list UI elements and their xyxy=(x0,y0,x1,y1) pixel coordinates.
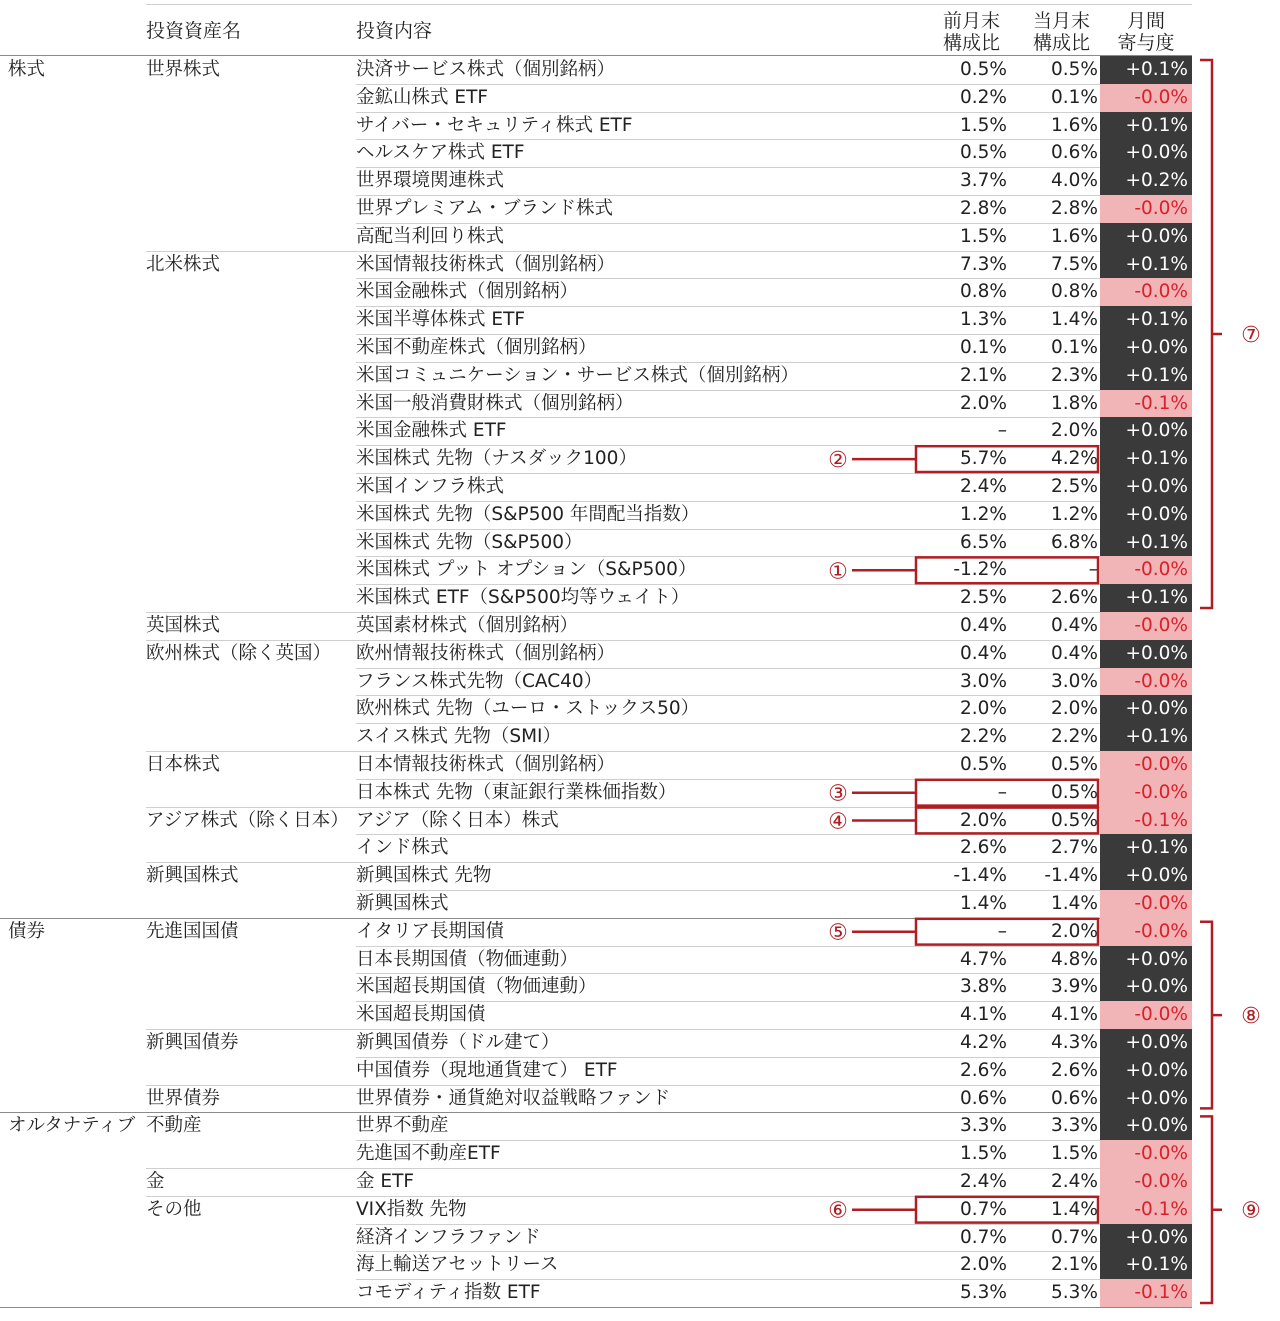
curr-ratio-cell: 2.2% xyxy=(1051,726,1098,748)
prev-ratio-cell: 5.7% xyxy=(960,448,1007,470)
investment-name-cell: 新興国債券（ドル建て） xyxy=(356,1032,560,1053)
contribution-cell: -0.0% xyxy=(1100,1001,1192,1029)
investment-name-cell: フランス株式先物（CAC40） xyxy=(356,670,603,692)
prev-ratio-cell: 1.3% xyxy=(960,309,1007,331)
prev-ratio-cell: – xyxy=(997,920,1007,942)
prev-ratio-cell: 1.4% xyxy=(960,893,1007,914)
curr-ratio-cell: 2.0% xyxy=(1051,420,1098,442)
investment-name-cell: コモディティ指数 ETF xyxy=(356,1282,541,1304)
prev-ratio-cell: 0.5% xyxy=(960,59,1007,80)
header-contrib-line1: 月間 xyxy=(1126,10,1165,32)
contribution-cell: -0.0% xyxy=(1100,556,1192,584)
highlight-box xyxy=(916,446,1098,472)
subcategory-cell: 不動産 xyxy=(146,1115,202,1137)
header-asset-name: 投資資産名 xyxy=(146,20,242,42)
curr-ratio-cell: 0.1% xyxy=(1051,86,1098,108)
curr-ratio-cell: 2.3% xyxy=(1051,364,1098,386)
callout-number: ④ xyxy=(828,809,848,835)
investment-name-cell: 欧州情報技術株式（個別銘柄） xyxy=(356,642,616,664)
curr-ratio-cell: 1.6% xyxy=(1051,114,1098,136)
curr-ratio-cell: 4.1% xyxy=(1051,1004,1098,1026)
contribution-cell: +0.0% xyxy=(1100,473,1192,501)
callout-number: ③ xyxy=(828,781,848,807)
contribution-cell: +0.0% xyxy=(1100,640,1192,668)
contribution-cell: -0.0% xyxy=(1100,195,1192,223)
investment-name-cell: 世界債券・通貨絶対収益戦略ファンド xyxy=(356,1087,671,1109)
prev-ratio-cell: 2.6% xyxy=(960,837,1007,859)
prev-ratio-cell: 2.0% xyxy=(960,809,1007,831)
contribution-cell: -0.1% xyxy=(1100,807,1192,835)
prev-ratio-cell: 2.4% xyxy=(960,476,1007,497)
contribution-cell: +0.1% xyxy=(1100,56,1192,84)
highlight-box xyxy=(916,919,1098,945)
curr-ratio-cell: 0.7% xyxy=(1051,1226,1098,1248)
prev-ratio-cell: – xyxy=(997,420,1007,442)
contribution-cell: +0.1% xyxy=(1100,112,1192,140)
curr-ratio-cell: 1.2% xyxy=(1051,503,1098,525)
curr-ratio-cell: 0.5% xyxy=(1051,59,1098,80)
investment-name-cell: 日本株式 先物（東証銀行業株価指数） xyxy=(356,781,677,803)
contribution-cell: +0.0% xyxy=(1100,1029,1192,1057)
contribution-cell: -0.0% xyxy=(1100,1168,1192,1196)
contribution-cell: +0.0% xyxy=(1100,973,1192,1001)
prev-ratio-cell: 1.2% xyxy=(960,503,1007,525)
curr-ratio-cell: 0.5% xyxy=(1051,781,1098,803)
contribution-cell: -0.0% xyxy=(1100,918,1192,946)
highlight-box xyxy=(916,1197,1098,1223)
category-cell: 株式 xyxy=(8,59,46,80)
investment-name-cell: アジア（除く日本）株式 xyxy=(356,809,559,831)
subcategory-cell: 先進国国債 xyxy=(146,920,239,942)
curr-ratio-cell: 1.4% xyxy=(1051,893,1098,914)
contribution-cell: +0.0% xyxy=(1100,862,1192,890)
contribution-cell: +0.1% xyxy=(1100,723,1192,751)
investment-name-cell: 海上輸送アセットリース xyxy=(356,1254,559,1276)
investment-name-cell: 米国情報技術株式（個別銘柄） xyxy=(356,253,616,275)
investment-name-cell: 米国コミュニケーション・サービス株式（個別銘柄） xyxy=(356,364,799,386)
callout-number: ① xyxy=(828,559,848,585)
contribution-cell: +0.1% xyxy=(1100,529,1192,557)
curr-ratio-cell: 2.1% xyxy=(1051,1254,1098,1276)
investment-name-cell: 世界環境関連株式 xyxy=(356,170,505,192)
callout-number: ⑤ xyxy=(828,920,848,946)
category-cell: オルタナティブ xyxy=(8,1115,136,1137)
curr-ratio-cell: 6.8% xyxy=(1051,531,1098,553)
group-bracket xyxy=(1200,922,1222,1109)
investment-name-cell: 金鉱山株式 ETF xyxy=(356,86,489,108)
investment-name-cell: 米国超長期国債 xyxy=(356,1004,486,1026)
contribution-cell: +0.0% xyxy=(1100,417,1192,445)
prev-ratio-cell: 0.5% xyxy=(960,142,1007,164)
header-prev-line1: 前月末 xyxy=(942,10,1000,32)
contribution-cell: +0.0% xyxy=(1100,334,1192,362)
investment-name-cell: 米国一般消費財株式（個別銘柄） xyxy=(356,392,634,414)
prev-ratio-cell: 3.8% xyxy=(960,976,1007,998)
curr-ratio-cell: 1.4% xyxy=(1051,1198,1098,1220)
investment-name-cell: 日本長期国債（物価連動） xyxy=(356,948,579,970)
contribution-cell: +0.0% xyxy=(1100,139,1192,167)
prev-ratio-cell: 4.2% xyxy=(960,1032,1007,1053)
investment-name-cell: 新興国株式 xyxy=(356,893,449,914)
prev-ratio-cell: 0.1% xyxy=(960,337,1007,358)
prev-ratio-cell: 0.7% xyxy=(960,1226,1007,1248)
curr-ratio-cell: 3.9% xyxy=(1051,976,1098,998)
contribution-cell: +0.0% xyxy=(1100,1224,1192,1252)
contribution-cell: -0.0% xyxy=(1100,1140,1192,1168)
contribution-cell: -0.0% xyxy=(1100,779,1192,807)
group-bracket xyxy=(1200,60,1222,608)
prev-ratio-cell: 4.1% xyxy=(960,1004,1007,1026)
header-curr-line2: 構成比 xyxy=(1032,32,1090,54)
investment-name-cell: 新興国株式 先物 xyxy=(356,865,492,887)
curr-ratio-cell: 0.4% xyxy=(1051,615,1098,636)
investment-name-cell: 米国インフラ株式 xyxy=(356,476,505,497)
investment-name-cell: 英国素材株式（個別銘柄） xyxy=(356,615,579,636)
prev-ratio-cell: 0.5% xyxy=(960,754,1007,775)
contribution-cell: -0.0% xyxy=(1100,278,1192,306)
contribution-cell: -0.1% xyxy=(1100,1279,1192,1307)
prev-ratio-cell: 7.3% xyxy=(960,253,1007,275)
contribution-cell: -0.0% xyxy=(1100,668,1192,696)
prev-ratio-cell: 4.7% xyxy=(960,948,1007,970)
curr-ratio-cell: 2.5% xyxy=(1051,476,1098,497)
curr-ratio-cell: 1.4% xyxy=(1051,309,1098,331)
investment-name-cell: 欧州株式 先物（ユーロ・ストックス50） xyxy=(356,698,700,720)
highlight-box xyxy=(916,808,1098,834)
prev-ratio-cell: 0.6% xyxy=(960,1087,1007,1109)
prev-ratio-cell: 2.6% xyxy=(960,1059,1007,1081)
contribution-cell: +0.1% xyxy=(1100,306,1192,334)
investment-name-cell: 米国株式 先物（S&P500） xyxy=(356,531,583,553)
prev-ratio-cell: 2.8% xyxy=(960,198,1007,219)
investment-name-cell: 高配当利回り株式 xyxy=(356,225,505,247)
header-curr-line1: 当月末 xyxy=(1032,10,1090,32)
contribution-cell: +0.0% xyxy=(1100,946,1192,974)
contribution-cell: -0.0% xyxy=(1100,751,1192,779)
prev-ratio-cell: -1.2% xyxy=(953,559,1007,581)
bracket-number: ⑨ xyxy=(1241,1198,1261,1224)
category-cell: 債券 xyxy=(8,920,46,942)
investment-name-cell: 世界不動産 xyxy=(356,1115,449,1137)
investment-name-cell: 米国株式 プット オプション（S&P500） xyxy=(356,559,697,581)
investment-name-cell: 米国半導体株式 ETF xyxy=(356,309,526,331)
prev-ratio-cell: -1.4% xyxy=(953,865,1007,887)
contribution-cell: +0.0% xyxy=(1100,1085,1192,1113)
curr-ratio-cell: 0.4% xyxy=(1051,642,1098,664)
curr-ratio-cell: 5.3% xyxy=(1051,1282,1098,1304)
contribution-cell: +0.1% xyxy=(1100,584,1192,612)
curr-ratio-cell: 2.6% xyxy=(1051,587,1098,609)
prev-ratio-cell: 1.5% xyxy=(960,114,1007,136)
contribution-cell: -0.1% xyxy=(1100,390,1192,418)
subcategory-cell: 英国株式 xyxy=(146,615,221,636)
curr-ratio-cell: 2.7% xyxy=(1051,837,1098,859)
callout-number: ⑥ xyxy=(828,1198,848,1224)
prev-ratio-cell: 0.4% xyxy=(960,642,1007,664)
subcategory-cell: 新興国株式 xyxy=(146,865,239,887)
contribution-cell: +0.1% xyxy=(1100,251,1192,279)
investment-name-cell: 先進国不動産ETF xyxy=(356,1143,501,1165)
investment-name-cell: 金 ETF xyxy=(356,1171,415,1192)
prev-ratio-cell: 2.2% xyxy=(960,726,1007,748)
investment-name-cell: イタリア長期国債 xyxy=(356,920,505,942)
prev-ratio-cell: 0.4% xyxy=(960,615,1007,636)
header-prev-line2: 構成比 xyxy=(942,32,1000,54)
prev-ratio-cell: 0.8% xyxy=(960,281,1007,303)
investment-name-cell: 米国金融株式（個別銘柄） xyxy=(356,281,579,303)
investment-name-cell: 日本情報技術株式（個別銘柄） xyxy=(356,754,616,775)
prev-ratio-cell: – xyxy=(997,781,1007,803)
prev-ratio-cell: 5.3% xyxy=(960,1282,1007,1304)
prev-ratio-cell: 3.7% xyxy=(960,170,1007,192)
contribution-cell: -0.1% xyxy=(1100,1196,1192,1224)
prev-ratio-cell: 0.2% xyxy=(960,86,1007,108)
contribution-cell: +0.1% xyxy=(1100,445,1192,473)
investment-name-cell: スイス株式 先物（SMI） xyxy=(356,726,561,748)
investment-name-cell: ヘルスケア株式 ETF xyxy=(356,142,525,164)
contribution-cell: +0.2% xyxy=(1100,167,1192,195)
curr-ratio-cell: 0.8% xyxy=(1051,281,1098,303)
curr-ratio-cell: 2.4% xyxy=(1051,1171,1098,1192)
investment-name-cell: 世界プレミアム・ブランド株式 xyxy=(356,198,613,219)
curr-ratio-cell: 2.0% xyxy=(1051,920,1098,942)
group-bracket xyxy=(1200,1116,1222,1303)
curr-ratio-cell: 0.5% xyxy=(1051,809,1098,831)
subcategory-cell: アジア株式（除く日本） xyxy=(146,809,349,831)
subcategory-cell: 欧州株式（除く英国） xyxy=(146,642,332,664)
investment-name-cell: 米国株式 先物（ナスダック100） xyxy=(356,448,637,470)
contribution-cell: -0.0% xyxy=(1100,612,1192,640)
prev-ratio-cell: 1.5% xyxy=(960,1143,1007,1165)
subcategory-cell: 日本株式 xyxy=(146,754,221,775)
investment-name-cell: 中国債券（現地通貨建て） ETF xyxy=(356,1059,618,1081)
subcategory-cell: その他 xyxy=(146,1198,202,1220)
curr-ratio-cell: 4.3% xyxy=(1051,1032,1098,1053)
subcategory-cell: 新興国債券 xyxy=(146,1032,239,1053)
highlight-box xyxy=(916,557,1098,583)
callout-number: ② xyxy=(828,448,848,474)
subcategory-cell: 世界株式 xyxy=(146,59,221,80)
curr-ratio-cell: 1.8% xyxy=(1051,392,1098,414)
prev-ratio-cell: 2.5% xyxy=(960,587,1007,609)
contribution-cell: +0.0% xyxy=(1100,1057,1192,1085)
contribution-cell: +0.0% xyxy=(1100,695,1192,723)
curr-ratio-cell: 0.6% xyxy=(1051,1087,1098,1109)
curr-ratio-cell: -1.4% xyxy=(1044,865,1098,887)
curr-ratio-cell: 3.0% xyxy=(1051,670,1098,692)
prev-ratio-cell: 3.0% xyxy=(960,670,1007,692)
investment-name-cell: 米国超長期国債（物価連動） xyxy=(356,976,597,998)
header-content: 投資内容 xyxy=(356,20,433,42)
curr-ratio-cell: 7.5% xyxy=(1051,253,1098,275)
curr-ratio-cell: 3.3% xyxy=(1051,1115,1098,1137)
investment-name-cell: 決済サービス株式（個別銘柄） xyxy=(356,59,616,80)
investment-name-cell: 経済インフラファンド xyxy=(356,1226,541,1248)
prev-ratio-cell: 2.4% xyxy=(960,1171,1007,1192)
curr-ratio-cell: 0.6% xyxy=(1051,142,1098,164)
subcategory-cell: 金 xyxy=(146,1171,165,1192)
subcategory-cell: 北米株式 xyxy=(146,253,221,275)
investment-name-cell: 米国株式 先物（S&P500 年間配当指数） xyxy=(356,503,700,525)
curr-ratio-cell: 4.0% xyxy=(1051,170,1098,192)
bracket-number: ⑧ xyxy=(1241,1004,1261,1030)
curr-ratio-cell: 1.6% xyxy=(1051,225,1098,247)
curr-ratio-cell: 2.8% xyxy=(1051,198,1098,219)
prev-ratio-cell: 1.5% xyxy=(960,225,1007,247)
header-contrib-line2: 寄与度 xyxy=(1117,32,1175,54)
prev-ratio-cell: 3.3% xyxy=(960,1115,1007,1137)
contribution-cell: -0.0% xyxy=(1100,890,1192,918)
contribution-cell: +0.1% xyxy=(1100,362,1192,390)
contribution-cell: -0.0% xyxy=(1100,84,1192,112)
prev-ratio-cell: 2.0% xyxy=(960,392,1007,414)
contribution-cell: +0.1% xyxy=(1100,1251,1192,1279)
prev-ratio-cell: 0.7% xyxy=(960,1198,1007,1220)
investment-name-cell: 米国不動産株式（個別銘柄） xyxy=(356,337,597,358)
investment-name-cell: サイバー・セキュリティ株式 ETF xyxy=(356,114,633,136)
curr-ratio-cell: 2.0% xyxy=(1051,698,1098,720)
subcategory-cell: 世界債券 xyxy=(146,1087,221,1109)
curr-ratio-cell: 0.5% xyxy=(1051,754,1098,775)
prev-ratio-cell: 6.5% xyxy=(960,531,1007,553)
prev-ratio-cell: 2.1% xyxy=(960,364,1007,386)
contribution-cell: +0.0% xyxy=(1100,501,1192,529)
contribution-cell: +0.0% xyxy=(1100,223,1192,251)
curr-ratio-cell: 4.8% xyxy=(1051,948,1098,970)
prev-ratio-cell: 2.0% xyxy=(960,698,1007,720)
prev-ratio-cell: 2.0% xyxy=(960,1254,1007,1276)
investment-name-cell: 米国株式 ETF（S&P500均等ウェイト） xyxy=(356,587,690,609)
contribution-cell: +0.1% xyxy=(1100,834,1192,862)
investment-name-cell: インド株式 xyxy=(356,837,449,859)
curr-ratio-cell: – xyxy=(1088,559,1098,581)
investment-name-cell: 米国金融株式 ETF xyxy=(356,420,507,442)
curr-ratio-cell: 1.5% xyxy=(1051,1143,1098,1165)
investment-name-cell: VIX指数 先物 xyxy=(356,1198,467,1220)
highlight-box xyxy=(916,780,1098,806)
curr-ratio-cell: 4.2% xyxy=(1051,448,1098,470)
contribution-cell: +0.0% xyxy=(1100,1112,1192,1140)
bracket-number: ⑦ xyxy=(1241,323,1261,348)
curr-ratio-cell: 2.6% xyxy=(1051,1059,1098,1081)
curr-ratio-cell: 0.1% xyxy=(1051,337,1098,358)
